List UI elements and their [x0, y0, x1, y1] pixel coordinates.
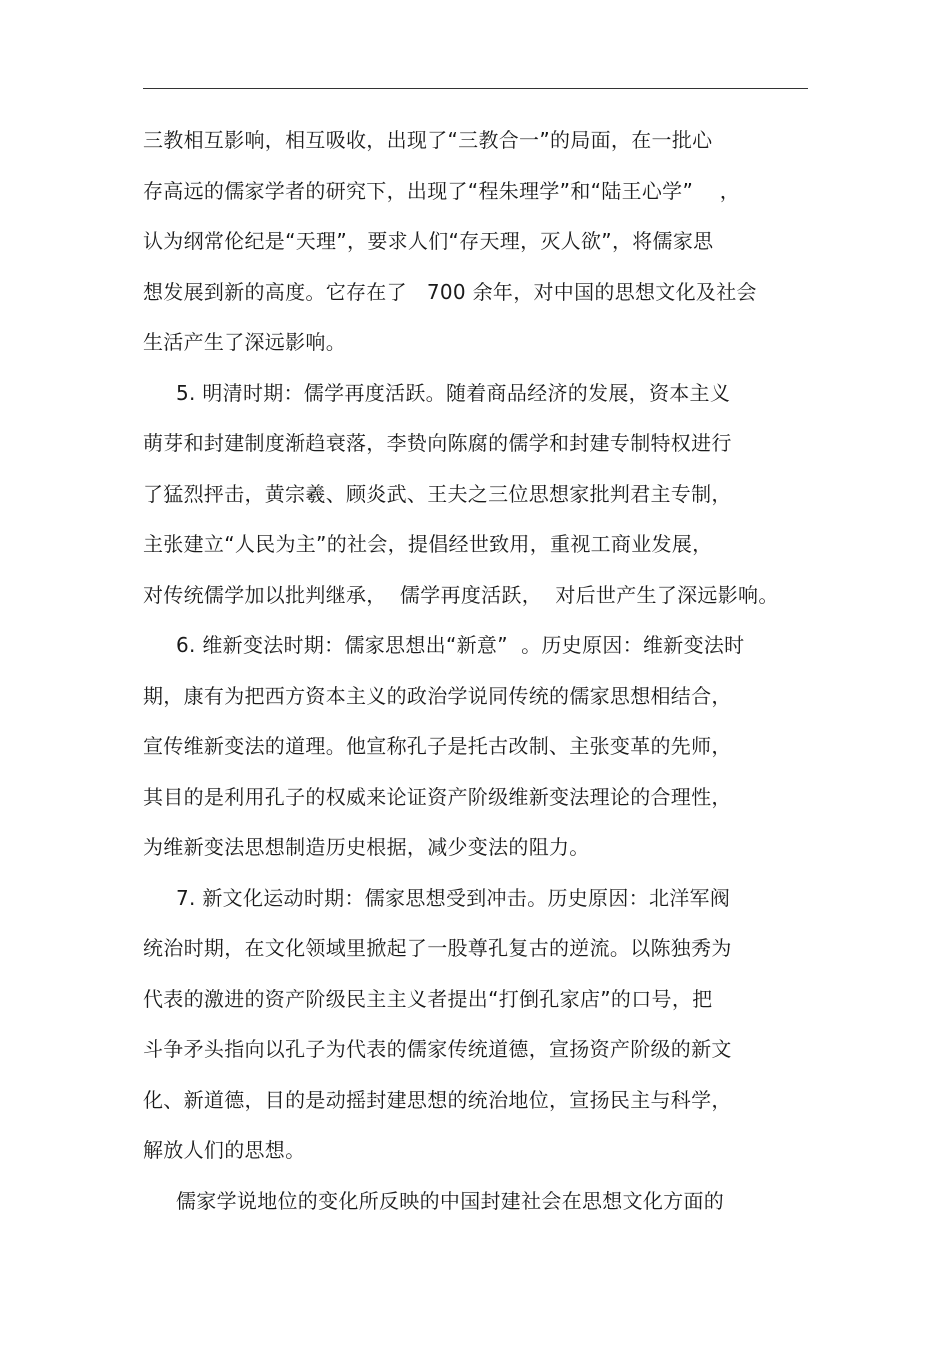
text-line: 想发展到新的高度。它存在了 700 余年，对中国的思想文化及社会 [143, 279, 757, 304]
text-line: 认为纲常伦纪是“天理”，要求人们“存天理，灭人欲”，将儒家思 [143, 229, 714, 253]
text-line: 生活产生了深远影响。 [143, 330, 346, 354]
text-line: 化、新道德，目的是动摇封建思想的统治地位，宣扬民主与科学， [143, 1087, 732, 1112]
text-line: 其目的是利用孔子的权威来论证资产阶级维新变法理论的合理性， [143, 784, 732, 809]
paragraph-first-line: 儒家学说地位的变化所反映的中国封建社会在思想文化方面的 [176, 1188, 725, 1213]
text-line: 代表的激进的资产阶级民主主义者提出“打倒孔家店”的口号，把 [143, 986, 713, 1011]
text-line: 对传统儒学加以批判继承， 儒学再度活跃， 对后世产生了深远影响。 [143, 582, 779, 607]
document-body [143, 118, 808, 1229]
text-line: 斗争矛头指向以孔子为代表的儒家传统道德，宣扬资产阶级的新文 [143, 1037, 732, 1061]
text-line: 解放人们的思想。 [143, 1138, 306, 1162]
paragraph-first-line: 5. 明清时期：儒学再度活跃。随着商品经济的发展，资本主义 [176, 380, 731, 405]
paragraph-first-line: 7. 新文化运动时期：儒家思想受到冲击。历史原因：北洋军阀 [176, 885, 731, 910]
text-line: 期，康有为把西方资本主义的政治学说同传统的儒家思想相结合， [143, 683, 732, 708]
text-line: 为维新变法思想制造历史根据，减少变法的阻力。 [143, 835, 590, 859]
text-line: 三教相互影响，相互吸收，出现了“三教合一”的局面，在一批心 [143, 128, 713, 152]
header-divider [143, 88, 808, 89]
paragraph-first-line: 6. 维新变法时期：儒家思想出“新意” 。历史原因：维新变法时 [176, 633, 745, 657]
text-line: 统治时期，在文化领域里掀起了一股尊孔复古的逆流。以陈独秀为 [143, 936, 732, 960]
text-line: 宣传维新变法的道理。他宣称孔子是托古改制、主张变革的先师， [143, 734, 732, 758]
text-line: 了猛烈抨击，黄宗羲、顾炎武、王夫之三位思想家批判君主专制， [143, 481, 732, 506]
text-line: 存高远的儒家学者的研究下，出现了“程朱理学”和“陆王心学” ， [143, 178, 741, 203]
text-line: 主张建立“人民为主”的社会，提倡经世致用，重视工商业发展， [143, 532, 713, 556]
text-line: 萌芽和封建制度渐趋衰落，李贽向陈腐的儒学和封建专制特权进行 [143, 431, 732, 455]
